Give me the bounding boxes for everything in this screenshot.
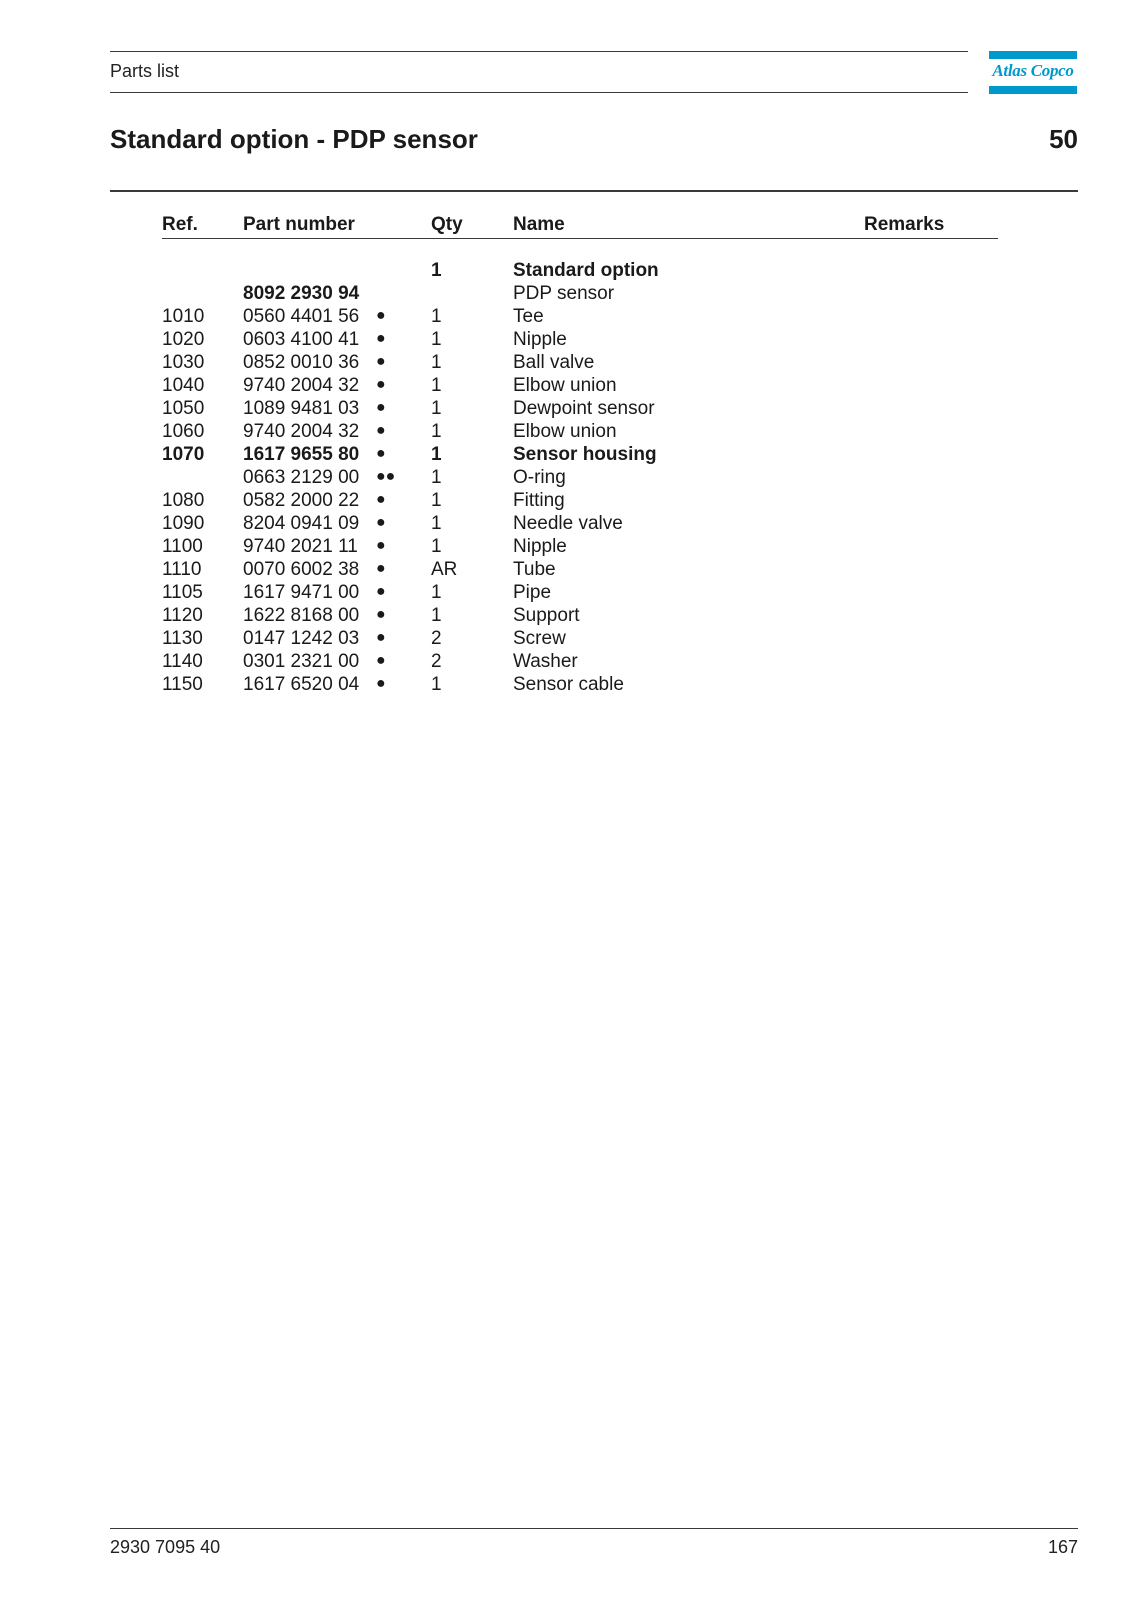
header-top-rule — [110, 51, 968, 52]
cell-qty: 2 — [431, 628, 442, 649]
cell-part-number: 8092 2930 94 — [243, 283, 360, 304]
table-row — [162, 329, 998, 352]
cell-name: PDP sensor — [513, 283, 615, 304]
document-number: 2930 7095 40 — [110, 1537, 221, 1557]
cell-part-number: 1089 9481 03 — [243, 398, 360, 419]
cell-qty: 1 — [431, 674, 442, 695]
cell-name: Support — [513, 605, 580, 626]
header-label: Parts list — [110, 61, 180, 81]
cell-marker: ● — [376, 675, 386, 692]
cell-marker: ● — [376, 353, 386, 370]
cell-ref: 1070 — [162, 444, 205, 465]
cell-name: Needle valve — [513, 513, 623, 534]
cell-part-number: 0560 4401 56 — [243, 306, 360, 327]
cell-name: Pipe — [513, 582, 552, 603]
cell-ref: 1100 — [162, 536, 203, 557]
section-number: 50 — [1049, 124, 1078, 154]
cell-ref: 1050 — [162, 398, 205, 419]
cell-name: Elbow union — [513, 375, 617, 396]
cell-ref: 1080 — [162, 490, 205, 511]
cell-ref: 1140 — [162, 651, 203, 672]
cell-ref: 1030 — [162, 352, 205, 373]
cell-name: Washer — [513, 651, 578, 672]
cell-name: Sensor cable — [513, 674, 624, 695]
table-row — [162, 674, 998, 697]
logo-bottom-bar — [989, 86, 1077, 94]
cell-part-number: 9740 2021 11 — [243, 536, 358, 557]
cell-part-number: 0603 4100 41 — [243, 329, 360, 350]
cell-name: Nipple — [513, 329, 567, 350]
cell-name: Ball valve — [513, 352, 595, 373]
cell-qty: 2 — [431, 651, 442, 672]
cell-ref: 1040 — [162, 375, 205, 396]
table-row — [162, 513, 998, 536]
cell-marker: ● — [376, 491, 386, 508]
cell-qty: 1 — [431, 605, 442, 626]
header-bottom-rule — [110, 92, 968, 93]
cell-part-number: 1617 9655 80 — [243, 444, 360, 465]
cell-qty: 1 — [431, 352, 442, 373]
cell-part-number: 0147 1242 03 — [243, 628, 360, 649]
cell-marker: ● — [376, 652, 386, 669]
cell-name: Nipple — [513, 536, 567, 557]
cell-name: Tube — [513, 559, 556, 580]
section-title: Standard option - PDP sensor — [110, 124, 478, 154]
logo-text: Atlas Copco — [992, 61, 1074, 80]
cell-part-number: 0663 2129 00 — [243, 467, 360, 488]
table-row — [162, 490, 998, 513]
cell-qty: 1 — [431, 398, 442, 419]
atlas-copco-logo — [989, 51, 1077, 94]
cell-marker: ● — [376, 399, 386, 416]
cell-name: Tee — [513, 306, 544, 327]
table-row — [162, 421, 998, 444]
page-number: 167 — [1047, 1537, 1078, 1557]
table-row — [162, 605, 998, 628]
table-row — [162, 582, 998, 605]
cell-part-number: 9740 2004 32 — [243, 421, 360, 442]
cell-qty: 1 — [431, 490, 442, 511]
table-row — [162, 375, 998, 398]
cell-marker: ● — [376, 330, 386, 347]
cell-part-number: 0582 2000 22 — [243, 490, 360, 511]
column-header-part-number: Part number — [243, 214, 355, 235]
cell-name: Dewpoint sensor — [513, 398, 655, 419]
cell-qty: 1 — [431, 582, 442, 603]
table-row — [162, 467, 998, 490]
cell-part-number: 0070 6002 38 — [243, 559, 360, 580]
cell-ref: 1150 — [162, 674, 203, 695]
column-header-name: Name — [513, 214, 565, 235]
cell-marker: ● — [376, 307, 386, 324]
cell-qty: 1 — [431, 375, 442, 396]
cell-ref: 1090 — [162, 513, 205, 534]
cell-marker: ● — [376, 606, 386, 623]
cell-ref: 1010 — [162, 306, 205, 327]
cell-part-number: 1622 8168 00 — [243, 605, 360, 626]
logo-top-bar — [989, 51, 1077, 59]
cell-part-number: 1617 9471 00 — [243, 582, 360, 603]
cell-marker: ● — [376, 560, 386, 577]
cell-marker: ● — [376, 376, 386, 393]
table-row — [162, 398, 998, 421]
table-row — [162, 536, 998, 559]
cell-part-number: 0301 2321 00 — [243, 651, 360, 672]
cell-qty: 1 — [431, 513, 442, 534]
cell-part-number: 1617 6520 04 — [243, 674, 360, 695]
cell-marker: ● — [376, 514, 386, 531]
table-row — [162, 306, 998, 329]
table-row — [162, 651, 998, 674]
cell-ref: 1130 — [162, 628, 203, 649]
column-header-remarks: Remarks — [864, 214, 945, 235]
cell-qty: 1 — [431, 421, 442, 442]
table-row — [162, 352, 998, 375]
column-header-qty: Qty — [431, 214, 463, 235]
cell-marker: ●● — [376, 468, 396, 485]
column-header-ref: Ref. — [162, 214, 198, 235]
cell-ref: 1110 — [162, 559, 202, 580]
cell-ref: 1060 — [162, 421, 205, 442]
footer-rule — [110, 1528, 1078, 1529]
table-row — [162, 444, 998, 467]
cell-marker: ● — [376, 583, 386, 600]
table-header-underline — [162, 238, 998, 239]
cell-name: Screw — [513, 628, 566, 649]
cell-marker: ● — [376, 629, 386, 646]
table-row — [162, 260, 998, 283]
cell-qty: 1 — [431, 260, 442, 281]
cell-name: Standard option — [513, 260, 659, 281]
cell-part-number: 8204 0941 09 — [243, 513, 360, 534]
cell-qty: 1 — [431, 306, 442, 327]
cell-part-number: 0852 0010 36 — [243, 352, 360, 373]
cell-marker: ● — [376, 422, 386, 439]
title-rule — [110, 190, 1078, 192]
cell-qty: 1 — [431, 536, 442, 557]
cell-name: O-ring — [513, 467, 566, 488]
table-row — [162, 559, 998, 582]
cell-qty: 1 — [431, 329, 442, 350]
cell-name: Elbow union — [513, 421, 617, 442]
cell-ref: 1105 — [162, 582, 203, 603]
cell-ref: 1120 — [162, 605, 203, 626]
cell-name: Sensor housing — [513, 444, 657, 465]
cell-qty: AR — [431, 559, 458, 580]
cell-marker: ● — [376, 537, 386, 554]
cell-ref: 1020 — [162, 329, 205, 350]
table-row — [162, 628, 998, 651]
cell-qty: 1 — [431, 444, 442, 465]
cell-part-number: 9740 2004 32 — [243, 375, 360, 396]
cell-name: Fitting — [513, 490, 565, 511]
cell-marker: ● — [376, 445, 386, 462]
table-row — [162, 283, 998, 306]
cell-qty: 1 — [431, 467, 442, 488]
